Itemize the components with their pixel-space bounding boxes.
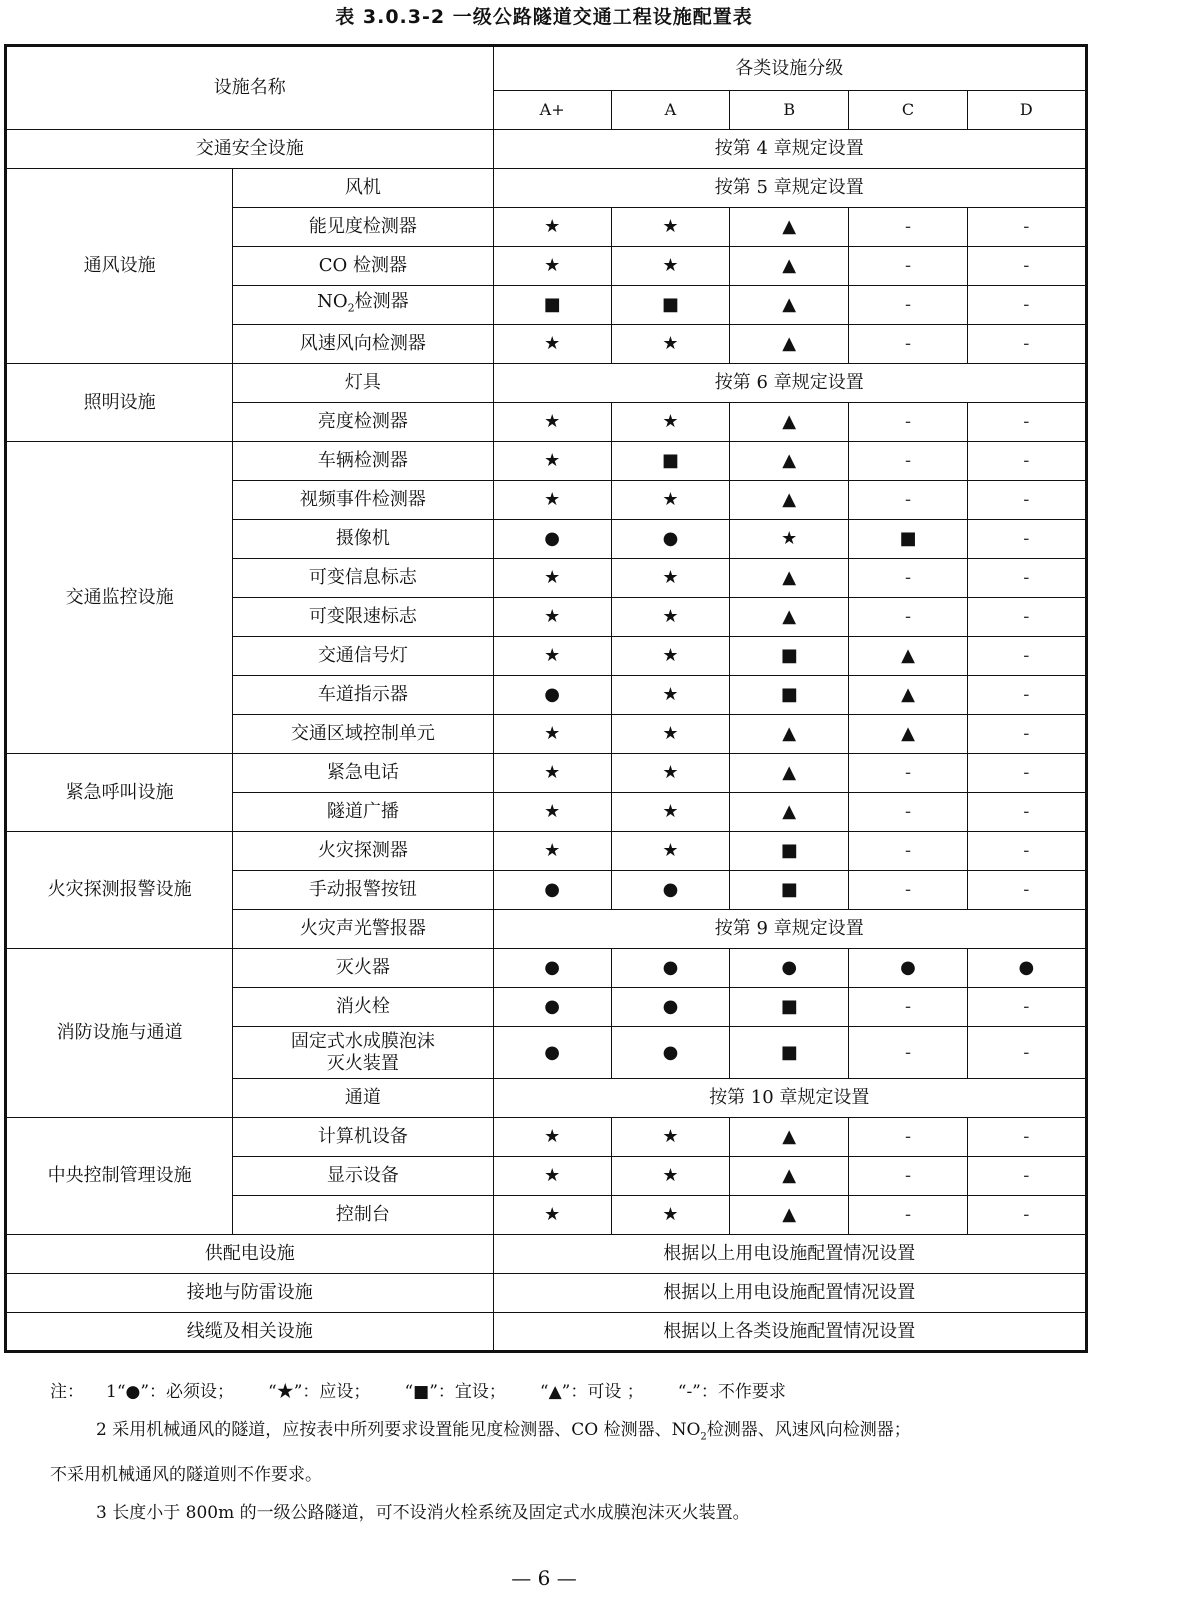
group-firefighting: 消防设施与通道 [6,949,233,1118]
grade-cell: ● [611,1027,729,1079]
page-number: — 6 — [511,1566,577,1590]
grade-cell: - [967,793,1086,832]
facility-name: 摄像机 [233,520,493,559]
grade-cell: ★ [611,403,729,442]
grade-cell: - [967,1157,1086,1196]
grade-cell: ★ [611,1118,729,1157]
table-row [6,1118,1087,1157]
grade-cell: ▲ [730,286,849,325]
grade-cell: ★ [611,832,729,871]
grade-cell: - [967,598,1086,637]
name-part: NO [317,290,348,312]
grade-cell: ● [493,520,611,559]
table-row [6,754,1087,793]
facility-name: 风机 [233,169,493,208]
facility-name: 计算机设备 [233,1118,493,1157]
grade-cell: ● [967,949,1086,988]
grade-cell: ★ [493,754,611,793]
note-1 [50,1373,1090,1411]
group-power: 供配电设施 [6,1235,494,1274]
grade-cell: ▲ [730,403,849,442]
group-cable: 线缆及相关设施 [6,1313,494,1352]
grade-cell: ★ [611,598,729,637]
grade-cell: - [967,1027,1086,1079]
grade-cell: - [849,208,967,247]
grade-cell: ▲ [730,481,849,520]
grade-cell: ■ [730,988,849,1027]
grade-cell: - [967,988,1086,1027]
facility-name [233,286,493,325]
grade-cell: ★ [611,247,729,286]
grade-cell: - [849,871,967,910]
grade-cell: - [849,754,967,793]
name-line: 固定式水成膜泡沫 [290,1030,435,1052]
grade-cell: ★ [493,247,611,286]
note-3: 3 长度小于 800m 的一级公路隧道，可不设消火栓系统及固定式水成膜泡沫灭火装置。 [96,1503,750,1524]
group-lighting: 照明设施 [6,364,233,442]
grade-cell: ■ [730,676,849,715]
grade-cell: ■ [730,832,849,871]
grade-cell: ▲ [730,208,849,247]
grade-cell: ★ [493,715,611,754]
group-grounding: 接地与防雷设施 [6,1274,494,1313]
grade-cell: ■ [730,1027,849,1079]
group-safety: 交通安全设施 [6,130,494,169]
grade-cell: ● [493,1027,611,1079]
grade-cell: ★ [611,208,729,247]
grade-cell: - [967,325,1086,364]
grade-cell: ★ [611,1196,729,1235]
grade-cell: - [967,481,1086,520]
note-number: 1 [106,1382,117,1402]
facility-name: 交通信号灯 [233,637,493,676]
name-part: 检测器 [354,290,409,312]
legend-preferable: “■”：宜设； [404,1382,506,1402]
grade-cell: ● [493,988,611,1027]
merged-requirement: 根据以上各类设施配置情况设置 [493,1313,1086,1352]
merged-requirement: 按第 10 章规定设置 [493,1079,1086,1118]
grade-cell: - [849,1196,967,1235]
grade-cell: - [849,793,967,832]
note-2 [50,1411,1090,1456]
grade-cell: - [967,754,1086,793]
grade-cell: - [967,832,1086,871]
grade-cell: ★ [493,403,611,442]
grade-cell: ● [493,676,611,715]
grade-cell: ★ [493,832,611,871]
table-row [6,949,1087,988]
grade-cell: - [967,247,1086,286]
group-fire-alarm: 火灾探测报警设施 [6,832,233,949]
grade-cell: - [849,442,967,481]
header-level: D [967,91,1086,130]
grade-cell: ★ [493,481,611,520]
grade-cell: ▲ [730,325,849,364]
facility-name: 车道指示器 [233,676,493,715]
grade-cell: ★ [730,520,849,559]
grade-cell: ● [611,520,729,559]
grade-cell: ▲ [730,442,849,481]
note-text: 检测器、风速风向检测器； [706,1420,911,1440]
grade-cell: - [849,325,967,364]
name-subscript: 2 [347,301,355,315]
grade-cell: ● [611,988,729,1027]
grade-cell: ★ [611,754,729,793]
grade-cell: ■ [611,286,729,325]
grade-cell: ★ [611,793,729,832]
grade-cell: ▲ [730,1118,849,1157]
grade-cell: ★ [493,793,611,832]
grade-cell: ▲ [849,676,967,715]
grade-cell: ▲ [730,1157,849,1196]
grade-cell: ★ [611,715,729,754]
grade-cell: ■ [730,871,849,910]
facility-name: 灯具 [233,364,493,403]
grade-cell: ★ [493,559,611,598]
grade-cell: ● [849,949,967,988]
grade-cell: ★ [611,325,729,364]
facility-name: 可变限速标志 [233,598,493,637]
facility-name: 视频事件检测器 [233,481,493,520]
merged-requirement: 根据以上用电设施配置情况设置 [493,1274,1086,1313]
grade-cell: ★ [611,637,729,676]
grade-cell: ★ [493,637,611,676]
group-emergency: 紧急呼叫设施 [6,754,233,832]
facility-name: 控制台 [233,1196,493,1235]
grade-cell: - [849,403,967,442]
facility-name: 交通区域控制单元 [233,715,493,754]
grade-cell: - [967,1196,1086,1235]
grade-cell: - [849,1157,967,1196]
merged-requirement: 按第 4 章规定设置 [493,130,1086,169]
grade-cell: ▲ [730,793,849,832]
grade-cell: - [849,481,967,520]
note-lead: 注： [50,1382,84,1402]
group-ventilation: 通风设施 [6,169,233,364]
table-row [6,832,1087,871]
merged-requirement: 按第 6 章规定设置 [493,364,1086,403]
grade-cell: - [967,676,1086,715]
grade-cell: ▲ [730,754,849,793]
merged-requirement: 根据以上用电设施配置情况设置 [493,1235,1086,1274]
grade-cell: ★ [611,481,729,520]
merged-requirement: 按第 9 章规定设置 [493,910,1086,949]
grade-cell: ● [611,871,729,910]
grade-cell: ★ [493,1196,611,1235]
grade-cell: ■ [730,637,849,676]
name-line: 灭火装置 [326,1052,399,1074]
header-grading: 各类设施分级 [493,46,1086,91]
grade-cell: ▲ [730,598,849,637]
legend-required: “●”：必须设； [116,1382,235,1402]
table-row [6,169,1087,208]
facility-name: 亮度检测器 [233,403,493,442]
grade-cell: - [849,247,967,286]
grade-cell: ★ [611,676,729,715]
facility-name: 显示设备 [233,1157,493,1196]
facility-name: 灭火器 [233,949,493,988]
header-level: B [730,91,849,130]
facility-name: 火灾声光警报器 [233,910,493,949]
grade-cell: - [967,520,1086,559]
table-title: 表 3.0.3-2 一级公路隧道交通工程设施配置表 [335,6,753,28]
grade-cell: - [967,442,1086,481]
facility-name: CO 检测器 [233,247,493,286]
table-notes [50,1373,1090,1532]
grade-cell: - [849,286,967,325]
facility-name: 可变信息标志 [233,559,493,598]
note-2-cont: 不采用机械通风的隧道则不作要求。 [50,1465,322,1486]
grade-cell: ▲ [730,559,849,598]
grade-cell: ★ [611,1157,729,1196]
grade-cell: - [967,715,1086,754]
grade-cell: ▲ [730,1196,849,1235]
facility-name: 手动报警按钮 [233,871,493,910]
grade-cell: ● [493,949,611,988]
merged-requirement: 按第 5 章规定设置 [493,169,1086,208]
legend-should: “★”：应设； [268,1382,371,1402]
grade-cell: ● [730,949,849,988]
grade-cell: ● [611,949,729,988]
grade-cell: - [967,559,1086,598]
grade-cell: ★ [493,598,611,637]
grade-cell: ● [493,871,611,910]
grade-cell: - [967,403,1086,442]
grade-cell: ▲ [730,247,849,286]
group-monitoring: 交通监控设施 [6,442,233,754]
facility-name: 隧道广播 [233,793,493,832]
legend-not-required: “-”：不作要求 [677,1382,786,1402]
table-row [6,442,1087,481]
note-subscript: 2 [700,1431,707,1443]
grade-cell: - [849,1027,967,1079]
table-row [6,364,1087,403]
grade-cell: ▲ [849,715,967,754]
grade-cell: ■ [493,286,611,325]
grade-cell: ★ [611,559,729,598]
grade-cell: ■ [611,442,729,481]
grade-cell: - [967,208,1086,247]
header-level: A [611,91,729,130]
grade-cell: - [849,598,967,637]
facility-name: 风速风向检测器 [233,325,493,364]
grade-cell: ★ [493,442,611,481]
facility-name: 能见度检测器 [233,208,493,247]
header-level: C [849,91,967,130]
grade-cell: ★ [493,1157,611,1196]
facility-config-table [4,44,1088,1353]
grade-cell: ▲ [849,637,967,676]
facility-name: 车辆检测器 [233,442,493,481]
facility-name: 紧急电话 [233,754,493,793]
grade-cell: - [849,559,967,598]
facility-name [233,1027,493,1079]
grade-cell: - [967,637,1086,676]
header-facility-name: 设施名称 [6,46,494,130]
grade-cell: - [849,1118,967,1157]
note-text: 2 采用机械通风的隧道，应按表中所列要求设置能见度检测器、CO 检测器、NO [96,1420,701,1440]
facility-name: 通道 [233,1079,493,1118]
grade-cell: ■ [849,520,967,559]
grade-cell: - [849,988,967,1027]
facility-name: 火灾探测器 [233,832,493,871]
grade-cell: ▲ [730,715,849,754]
grade-cell: - [967,286,1086,325]
grade-cell: ★ [493,1118,611,1157]
header-level: A+ [493,91,611,130]
facility-name: 消火栓 [233,988,493,1027]
grade-cell: - [849,832,967,871]
grade-cell: - [967,871,1086,910]
legend-optional: “▲”：可设 ； [539,1382,644,1402]
group-control: 中央控制管理设施 [6,1118,233,1235]
grade-cell: ★ [493,325,611,364]
grade-cell: - [967,1118,1086,1157]
grade-cell: ★ [493,208,611,247]
